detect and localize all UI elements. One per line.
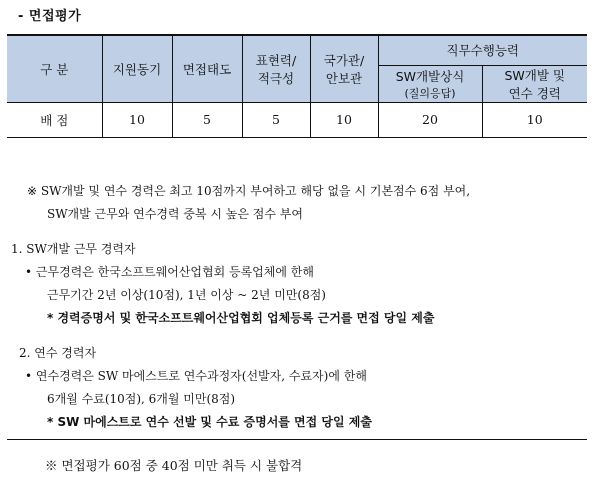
header-sw-knowledge-line2: (질의응답) <box>404 86 456 100</box>
header-sw-career-line1: SW개발 및 <box>504 67 565 83</box>
header-national-view <box>310 35 378 102</box>
header-national-line1: 국가관/ <box>323 52 365 68</box>
header-motivation: 지원동기 <box>102 35 172 102</box>
section1-detail: 근무기간 2년 이상(10점), 1년 이상 ~ 2년 미만(8점) <box>47 288 326 302</box>
score-table <box>7 34 587 138</box>
section2-note: * SW 마에스트로 연수 선발 및 수료 증명서를 면접 당일 제출 <box>47 415 372 429</box>
section2-detail: 6개월 수료(10점), 6개월 미만(8점) <box>47 392 236 406</box>
score-national-view: 10 <box>310 102 378 137</box>
footer-note: ※ 면접평가 60점 중 40점 미만 취득 시 불합격 <box>45 458 303 473</box>
header-attitude: 면접태도 <box>172 35 242 102</box>
score-motivation: 10 <box>102 102 172 137</box>
header-sw-knowledge-line1: SW개발상식 <box>395 68 465 84</box>
score-expression: 5 <box>242 102 310 137</box>
header-expression-line2: 적극성 <box>257 70 295 86</box>
header-national-line2: 안보관 <box>325 70 363 86</box>
main-note-line1: ※ SW개발 및 연수 경력은 최고 10점까지 부여하고 해당 없을 시 기본점수 6점 부여, <box>27 184 471 198</box>
section-title: - 면접평가 <box>18 9 82 24</box>
header-sw-knowledge <box>378 65 482 102</box>
header-category: 구 분 <box>7 35 102 102</box>
header-sw-career <box>482 65 587 102</box>
section1-title: 1. SW개발 근무 경력자 <box>11 242 136 256</box>
section1-note: * 경력증명서 및 한국소프트웨어산업협회 업체등록 근거를 면접 당일 제출 <box>47 311 435 325</box>
header-sw-career-line2: 연수 경력 <box>508 85 561 101</box>
section2-bullet: • 연수경력은 SW 마에스트로 연수과정자(선발자, 수료자)에 한해 <box>25 369 367 383</box>
header-expression-line1: 표현력/ <box>255 52 297 68</box>
score-sw-knowledge: 20 <box>378 102 482 137</box>
main-note-line2: SW개발 근무와 연수경력 중복 시 높은 점수 부여 <box>47 207 303 221</box>
section2-title: 2. 연수 경력자 <box>19 346 97 360</box>
row-label: 배 점 <box>7 102 102 137</box>
header-expression <box>242 35 310 102</box>
score-attitude: 5 <box>172 102 242 137</box>
section1-bullet: • 근무경력은 한국소프트웨어산업협회 등록업체에 한해 <box>25 265 314 279</box>
header-job-ability: 직무수행능력 <box>378 35 587 65</box>
notes-box <box>7 178 587 440</box>
score-sw-career: 10 <box>482 102 587 137</box>
